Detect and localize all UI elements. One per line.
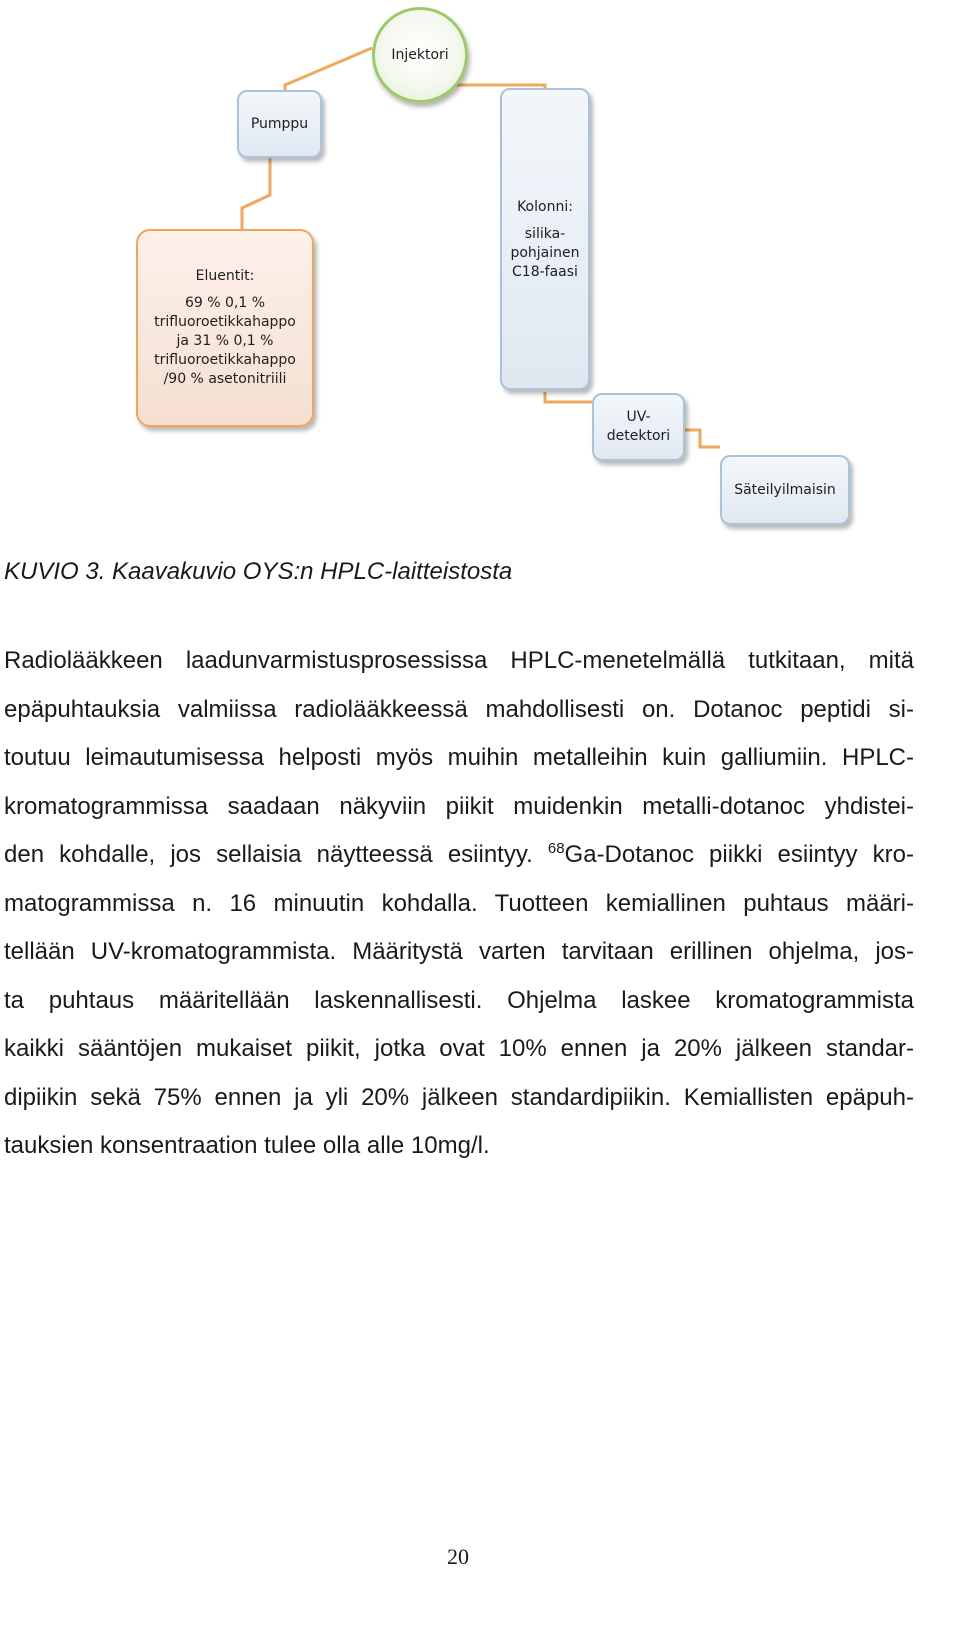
- paragraph-line: kromatogrammissa saadaan näkyviin piikit muidenkin metalli-dotanoc yhdistei-: [4, 792, 914, 820]
- body-paragraph: [4, 645, 914, 1179]
- paragraph-text: Ga-Dotanoc piikki esiintyy kro-: [564, 841, 914, 868]
- kolonni-line-2: pohjainen: [510, 245, 580, 261]
- eluentit-line-5: /90 % asetonitriili: [163, 371, 287, 387]
- paragraph-line: toutuu leimautumisessa helposti myös muihin metalleihin kuin galliumiin. HPLC-: [4, 744, 914, 771]
- paragraph-line: tauksien konsentraation tulee olla alle 10mg/l.: [4, 1132, 490, 1159]
- connector-kolonni-uv: [545, 392, 592, 402]
- paragraph-line: Radiolääkkeen laadunvarmistusprosessissa HPLC-menetelmällä tutkitaan, mitä: [4, 647, 914, 674]
- pumppu-node: [237, 90, 322, 158]
- paragraph-line: dipiikin sekä 75% ennen ja yli 20% jälkeen standardipiikin. Kemiallisten epäpuh-: [4, 1083, 914, 1111]
- pumppu-label: Pumppu: [250, 115, 309, 132]
- injektori-label: Injektori: [391, 46, 449, 63]
- uv-detektori-node: [592, 393, 685, 461]
- paragraph-line-isotope: [4, 839, 914, 888]
- eluentit-line-3: ja 31 % 0,1 %: [176, 333, 274, 349]
- paragraph-text: den kohdalle, jos sellaisia näytteessä esiintyy.: [4, 841, 533, 868]
- eluentit-line-2: trifluoroetikkahappo: [154, 314, 296, 330]
- eluentit-line-4: trifluoroetikkahappo: [154, 352, 296, 368]
- paragraph-line: matogrammissa n. 16 minuutin kohdalla. Tuotteen kemiallinen puhtaus määri-: [4, 889, 914, 917]
- sateilyilmaisin-node: [720, 455, 850, 525]
- eluentit-line-1: 69 % 0,1 %: [184, 295, 266, 311]
- connector-pumppu-eluentit: [242, 158, 270, 229]
- ga68-term: [548, 841, 914, 868]
- page-number: 20: [447, 1544, 469, 1569]
- eluentit-title: Eluentit:: [195, 268, 255, 284]
- kolonni-line-1: silika-: [524, 226, 566, 242]
- injektori-node: [372, 7, 468, 103]
- paragraph-line: kaikki sääntöjen mukaiset piikit, jotka ovat 10% ennen ja 20% jälkeen standar-: [4, 1035, 914, 1062]
- sateily-label: Säteilyilmaisin: [734, 481, 836, 498]
- kolonni-node: [500, 88, 590, 390]
- eluentit-node: [136, 229, 314, 427]
- isotope-superscript: 68: [547, 840, 565, 857]
- hplc-diagram: [0, 0, 960, 560]
- connector-injektori-pumppu: [285, 48, 372, 90]
- kolonni-line-3: C18-faasi: [512, 264, 578, 280]
- uv-line-2: detektori: [606, 428, 671, 444]
- uv-line-1: UV-: [626, 409, 651, 425]
- kolonni-title: Kolonni:: [517, 199, 573, 215]
- paragraph-line: ta puhtaus määritellään laskennallisesti. Ohjelma laskee kromatogrammista: [4, 986, 914, 1014]
- paragraph-line: tellään UV-kromatogrammista. Määritystä varten tarvitaan erillinen ohjelma, jos-: [4, 938, 914, 965]
- figure-caption: KUVIO 3. Kaavakuvio OYS:n HPLC-laitteistosta: [4, 558, 513, 585]
- connector-uv-sateily: [685, 430, 720, 447]
- paragraph-line: epäpuhtauksia valmiissa radiolääkkeessä mahdollisesti on. Dotanoc peptidi si-: [4, 695, 914, 723]
